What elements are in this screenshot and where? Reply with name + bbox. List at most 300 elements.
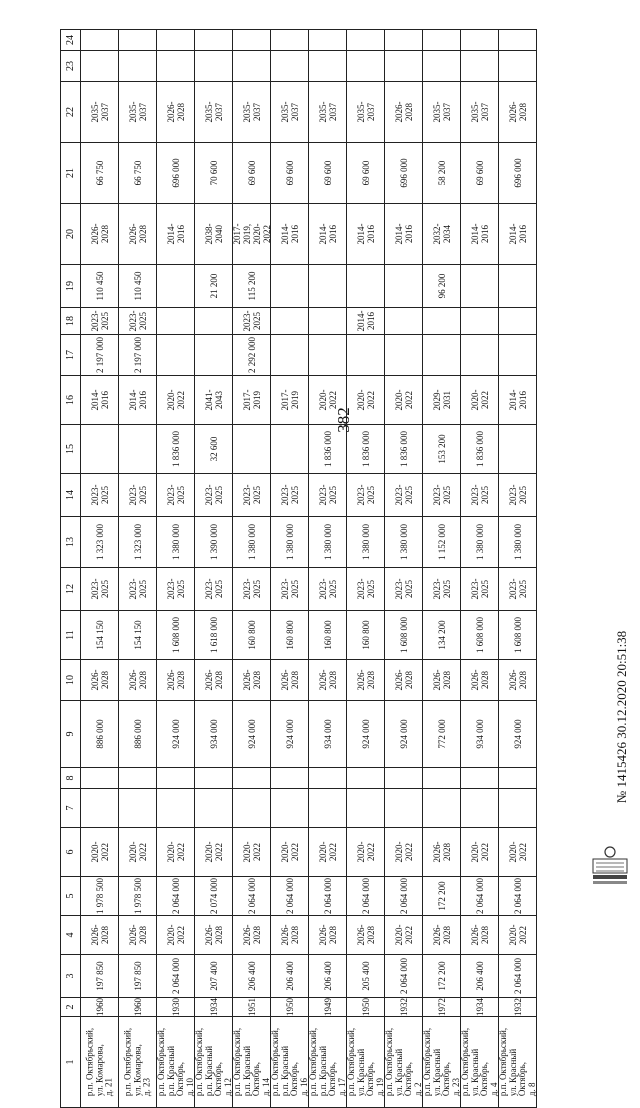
table-cell — [195, 265, 233, 308]
table-cell — [385, 1017, 423, 1108]
table-cell — [499, 768, 537, 789]
document-footer: № 1415426 30.12.2020 20:51:38 — [614, 630, 629, 804]
cell-value: 2023- 2025 — [165, 578, 186, 600]
table-cell — [119, 204, 157, 265]
cell-value: 2014- 2016 — [507, 389, 528, 411]
table-row — [61, 204, 537, 265]
cell-value: 2014- 2016 — [89, 389, 110, 411]
table-cell — [271, 204, 309, 265]
table-cell — [385, 376, 423, 425]
table-cell — [233, 568, 271, 611]
table-cell — [461, 611, 499, 660]
cell-value: 2026- 2028 — [165, 669, 186, 691]
table-cell — [385, 265, 423, 308]
table-cell — [423, 916, 461, 955]
cell-value: 2 064 000 — [170, 958, 181, 994]
cell-value: 2026- 2028 — [317, 669, 338, 691]
table-cell — [233, 517, 271, 568]
cell-value: 2020- 2022 — [279, 841, 300, 863]
table-cell — [195, 143, 233, 204]
cell-value: 1960 — [94, 998, 105, 1016]
table-cell — [157, 517, 195, 568]
cell-value: 2 064 000 — [322, 878, 333, 914]
cell-value: 96 200 — [436, 273, 447, 299]
table-cell — [347, 204, 385, 265]
table-cell — [347, 789, 385, 828]
cell-value: 2014- 2016 — [165, 223, 186, 245]
cell-value: 1949 — [322, 998, 333, 1016]
cell-value: 1932 — [512, 998, 523, 1016]
cell-value: 2 064 000 — [246, 878, 257, 914]
table-cell — [461, 789, 499, 828]
table-cell — [499, 308, 537, 335]
cell-value: 1 390 000 — [208, 524, 219, 560]
cell-value: 2020- 2022 — [317, 389, 338, 411]
table-cell — [195, 955, 233, 998]
table-cell — [499, 265, 537, 308]
column-number-label: 9 — [64, 731, 76, 737]
cell-value: 2020- 2022 — [317, 841, 338, 863]
cell-value: 2035- 2037 — [279, 101, 300, 123]
table-cell — [461, 474, 499, 517]
table-cell — [309, 143, 347, 204]
column-number-cell — [61, 828, 81, 877]
cell-value: 2014- 2016 — [127, 389, 148, 411]
cell-value: 206 400 — [322, 961, 333, 991]
cell-value: 2020- 2022 — [165, 841, 186, 863]
table-cell — [461, 143, 499, 204]
table-cell — [385, 425, 423, 474]
table-cell — [157, 265, 195, 308]
cell-value: 2 064 000 — [512, 958, 523, 994]
table-cell — [309, 82, 347, 143]
cell-value: 1 608 000 — [512, 617, 523, 653]
table-cell — [119, 474, 157, 517]
table-cell — [385, 828, 423, 877]
table-cell — [499, 204, 537, 265]
address-text: р.п. Октябрьский, р.п. Красный Октябрь, д. 10 — [155, 1027, 195, 1097]
column-number-cell — [61, 265, 81, 308]
cell-value: 2035- 2037 — [355, 101, 376, 123]
table-cell — [195, 768, 233, 789]
column-number-cell — [61, 916, 81, 955]
table-cell — [309, 30, 347, 51]
table-cell — [195, 30, 233, 51]
table-cell — [309, 701, 347, 768]
table-cell — [195, 474, 233, 517]
table-cell — [233, 828, 271, 877]
table-cell — [309, 474, 347, 517]
table-cell — [461, 376, 499, 425]
cell-value: 1 978 500 — [94, 878, 105, 914]
cell-value: 2020- 2022 — [127, 841, 148, 863]
table-cell — [461, 82, 499, 143]
table-cell — [81, 308, 119, 335]
table-cell — [309, 789, 347, 828]
cell-value: 2026- 2028 — [355, 924, 376, 946]
cell-value: 2023- 2025 — [393, 578, 414, 600]
table-cell — [119, 998, 157, 1017]
table-cell — [499, 1017, 537, 1108]
column-number-label: 19 — [64, 281, 76, 291]
table-cell — [461, 1017, 499, 1108]
table-row — [61, 51, 537, 82]
cell-value: 2020- 2022 — [469, 389, 490, 411]
cell-value: 2026- 2028 — [241, 669, 262, 691]
table-cell — [157, 425, 195, 474]
cell-value: 2020- 2022 — [355, 389, 376, 411]
cell-value: 2014- 2016 — [355, 223, 376, 245]
table-row — [61, 1017, 537, 1108]
table-cell — [385, 916, 423, 955]
cell-value: 2035- 2037 — [317, 101, 338, 123]
cell-value: 110 450 — [132, 271, 143, 301]
cell-value: 2032- 2034 — [431, 223, 452, 245]
column-number-cell — [61, 998, 81, 1017]
cell-value: 2020- 2022 — [89, 841, 110, 863]
cell-value: 2017- 2019 — [241, 389, 262, 411]
cell-value: 2026- 2028 — [469, 669, 490, 691]
table-cell — [385, 82, 423, 143]
cell-value: 696 000 — [398, 158, 409, 188]
column-number-cell — [61, 30, 81, 51]
table-cell — [385, 877, 423, 916]
table-cell — [385, 660, 423, 701]
table-cell — [271, 955, 309, 998]
table-cell — [157, 998, 195, 1017]
cell-value: 696 000 — [512, 158, 523, 188]
table-cell — [385, 517, 423, 568]
table-cell — [119, 425, 157, 474]
table-row — [61, 143, 537, 204]
cell-value: 2035- 2037 — [203, 101, 224, 123]
column-number-cell — [61, 376, 81, 425]
table-cell — [119, 701, 157, 768]
table-cell — [347, 474, 385, 517]
table-cell — [347, 376, 385, 425]
cell-value: 696 000 — [170, 158, 181, 188]
table-cell — [157, 143, 195, 204]
table-cell — [271, 335, 309, 376]
table-cell — [195, 916, 233, 955]
cell-value: 32 600 — [208, 436, 219, 462]
table-cell — [461, 517, 499, 568]
table-cell — [423, 701, 461, 768]
cell-value: 2023- 2025 — [89, 310, 110, 332]
table-cell — [499, 51, 537, 82]
column-number-cell — [61, 877, 81, 916]
table-cell — [461, 877, 499, 916]
cell-value: 69 600 — [246, 160, 257, 186]
cell-value: 69 600 — [284, 160, 295, 186]
table-cell — [309, 916, 347, 955]
table-cell — [347, 955, 385, 998]
cell-value: 1 323 000 — [132, 524, 143, 560]
table-cell — [271, 611, 309, 660]
cell-value: 2023- 2025 — [279, 484, 300, 506]
table-cell — [233, 204, 271, 265]
column-number-cell — [61, 82, 81, 143]
column-number-label: 5 — [64, 893, 76, 899]
table-cell — [271, 308, 309, 335]
cell-value: 1 836 000 — [474, 431, 485, 467]
cell-value: 2020- 2022 — [393, 924, 414, 946]
cell-value: 2029- 2031 — [431, 389, 452, 411]
cell-value: 2026- 2028 — [507, 101, 528, 123]
table-cell — [271, 768, 309, 789]
cell-value: 1930 — [170, 998, 181, 1016]
table-cell — [271, 474, 309, 517]
cell-value: 2017- 2019 — [279, 389, 300, 411]
cell-value: 2023- 2025 — [127, 310, 148, 332]
table-cell — [423, 51, 461, 82]
table-cell — [81, 335, 119, 376]
cell-value: 2017- 2019, 2020- 2022 — [231, 223, 272, 245]
cell-value: 1 608 000 — [398, 617, 409, 653]
table-cell — [461, 768, 499, 789]
table-cell — [119, 335, 157, 376]
column-number-cell — [61, 474, 81, 517]
address-text: р.п. Октябрьский, ул. Красный Октябрь, д. 2 — [383, 1027, 423, 1097]
table-row — [61, 768, 537, 789]
cell-value: 1932 — [398, 998, 409, 1016]
cell-value: 115 200 — [246, 271, 257, 301]
column-number-cell — [61, 611, 81, 660]
cell-value: 1960 — [132, 998, 143, 1016]
table-cell — [271, 51, 309, 82]
cell-value: 2023- 2025 — [241, 484, 262, 506]
table-row — [61, 308, 537, 335]
table-cell — [195, 204, 233, 265]
table-cell — [309, 425, 347, 474]
column-number-label: 12 — [64, 584, 76, 594]
cell-value: 160 800 — [246, 620, 257, 650]
table-cell — [309, 265, 347, 308]
cell-value: 1 152 000 — [436, 524, 447, 560]
table-cell — [499, 955, 537, 998]
table-cell — [233, 82, 271, 143]
table-row — [61, 916, 537, 955]
cell-value: 924 000 — [284, 719, 295, 749]
cell-value: 2023- 2025 — [393, 484, 414, 506]
table-cell — [195, 701, 233, 768]
cell-value: 934 000 — [322, 719, 333, 749]
table-row — [61, 425, 537, 474]
table-cell — [157, 51, 195, 82]
cell-value: 2035- 2037 — [469, 101, 490, 123]
table-cell — [195, 335, 233, 376]
table-cell — [385, 204, 423, 265]
table-cell — [385, 789, 423, 828]
table-cell — [195, 308, 233, 335]
table-cell — [385, 30, 423, 51]
table-cell — [423, 425, 461, 474]
cell-value: 2035- 2037 — [127, 101, 148, 123]
table-cell — [271, 660, 309, 701]
column-number-cell — [61, 768, 81, 789]
table-cell — [271, 517, 309, 568]
table-cell — [233, 998, 271, 1017]
table-cell — [309, 51, 347, 82]
table-cell — [157, 768, 195, 789]
table-cell — [271, 877, 309, 916]
cell-value: 66 750 — [132, 160, 143, 186]
table-cell — [195, 998, 233, 1017]
column-number-label: 23 — [64, 61, 76, 71]
column-number-label: 18 — [64, 316, 76, 326]
cell-value: 70 600 — [208, 160, 219, 186]
table-cell — [81, 82, 119, 143]
table-cell — [423, 143, 461, 204]
cell-value: 2014- 2016 — [279, 223, 300, 245]
cell-value: 924 000 — [360, 719, 371, 749]
column-number-cell — [61, 143, 81, 204]
cell-value: 1950 — [284, 998, 295, 1016]
cell-value: 154 150 — [94, 620, 105, 650]
table-cell — [81, 376, 119, 425]
cell-value: 2 197 000 — [132, 337, 143, 373]
table-cell — [81, 789, 119, 828]
table-cell — [385, 768, 423, 789]
table-cell — [309, 660, 347, 701]
table-row — [61, 30, 537, 51]
column-number-label: 11 — [64, 630, 76, 640]
cell-value: 2038- 2040 — [203, 223, 224, 245]
cell-value: 2 064 000 — [398, 878, 409, 914]
table-cell — [233, 265, 271, 308]
table-cell — [423, 517, 461, 568]
table-cell — [195, 517, 233, 568]
table-cell — [81, 425, 119, 474]
table-cell — [423, 768, 461, 789]
table-cell — [309, 998, 347, 1017]
column-number-label: 7 — [64, 805, 76, 811]
table-cell — [499, 660, 537, 701]
table-cell — [461, 265, 499, 308]
table-cell — [347, 143, 385, 204]
cell-value: 2014- 2016 — [393, 223, 414, 245]
cell-value: 2023- 2025 — [469, 578, 490, 600]
column-number-cell — [61, 335, 81, 376]
table-cell — [157, 611, 195, 660]
column-number-label: 8 — [64, 775, 76, 781]
table-cell — [499, 568, 537, 611]
column-number-cell — [61, 425, 81, 474]
table-cell — [195, 611, 233, 660]
table-cell — [423, 82, 461, 143]
table-cell — [119, 517, 157, 568]
column-number-label: 15 — [64, 444, 76, 454]
cell-value: 2035- 2037 — [431, 101, 452, 123]
table-cell — [461, 204, 499, 265]
table-cell — [81, 474, 119, 517]
cell-value: 2023- 2025 — [127, 578, 148, 600]
table-cell — [461, 701, 499, 768]
table-cell — [233, 916, 271, 955]
table-cell — [347, 828, 385, 877]
table-row — [61, 789, 537, 828]
table-cell — [195, 51, 233, 82]
table-row — [61, 517, 537, 568]
table-cell — [499, 916, 537, 955]
column-number-label: 22 — [64, 107, 76, 117]
cell-value: 1 608 000 — [474, 617, 485, 653]
table-cell — [271, 30, 309, 51]
table-cell — [347, 998, 385, 1017]
table-cell — [157, 789, 195, 828]
cell-value: 886 000 — [132, 719, 143, 749]
cell-value: 1950 — [360, 998, 371, 1016]
address-text: р.п. Октябрьский, р.п. Красный Октябрь, д. 12 — [193, 1027, 233, 1097]
table-cell — [499, 877, 537, 916]
cell-value: 69 600 — [360, 160, 371, 186]
cell-value: 58 200 — [436, 160, 447, 186]
cell-value: 2026- 2028 — [127, 223, 148, 245]
cell-value: 1 323 000 — [94, 524, 105, 560]
cell-value: 2020- 2022 — [165, 924, 186, 946]
cell-value: 2 064 000 — [512, 878, 523, 914]
table-cell — [81, 568, 119, 611]
table-cell — [309, 611, 347, 660]
cell-value: 1 380 000 — [474, 524, 485, 560]
table-cell — [385, 701, 423, 768]
cell-value: 69 600 — [322, 160, 333, 186]
cell-value: 2020- 2022 — [241, 841, 262, 863]
table-cell — [423, 568, 461, 611]
table-cell — [271, 916, 309, 955]
table-cell — [119, 1017, 157, 1108]
cell-value: 2026- 2028 — [89, 669, 110, 691]
table-cell — [347, 1017, 385, 1108]
table-cell — [81, 611, 119, 660]
table-cell — [271, 568, 309, 611]
table-cell — [385, 955, 423, 998]
table-cell — [347, 82, 385, 143]
cell-value: 2014- 2016 — [469, 223, 490, 245]
table-cell — [157, 82, 195, 143]
column-number-cell — [61, 701, 81, 768]
table-cell — [423, 30, 461, 51]
cell-value: 134 200 — [436, 620, 447, 650]
cell-value: 2026- 2028 — [507, 669, 528, 691]
cell-value: 2026- 2028 — [431, 924, 452, 946]
cell-value: 2023- 2025 — [431, 484, 452, 506]
cell-value: 1934 — [208, 998, 219, 1016]
table-cell — [309, 335, 347, 376]
table-cell — [195, 1017, 233, 1108]
table-cell — [309, 768, 347, 789]
table-cell — [499, 143, 537, 204]
table-cell — [81, 955, 119, 998]
cell-value: 2026- 2028 — [89, 924, 110, 946]
table-cell — [461, 998, 499, 1017]
table-cell — [81, 1017, 119, 1108]
cell-value: 924 000 — [512, 719, 523, 749]
table-cell — [271, 376, 309, 425]
table-cell — [423, 204, 461, 265]
cell-value: 206 400 — [284, 961, 295, 991]
table-cell — [195, 877, 233, 916]
cell-value: 2023- 2025 — [317, 484, 338, 506]
cell-value: 2023- 2025 — [355, 484, 376, 506]
table-cell — [81, 51, 119, 82]
table-cell — [423, 335, 461, 376]
table-cell — [347, 877, 385, 916]
cell-value: 2023- 2025 — [279, 578, 300, 600]
column-number-cell — [61, 660, 81, 701]
table-cell — [347, 768, 385, 789]
table-cell — [119, 30, 157, 51]
